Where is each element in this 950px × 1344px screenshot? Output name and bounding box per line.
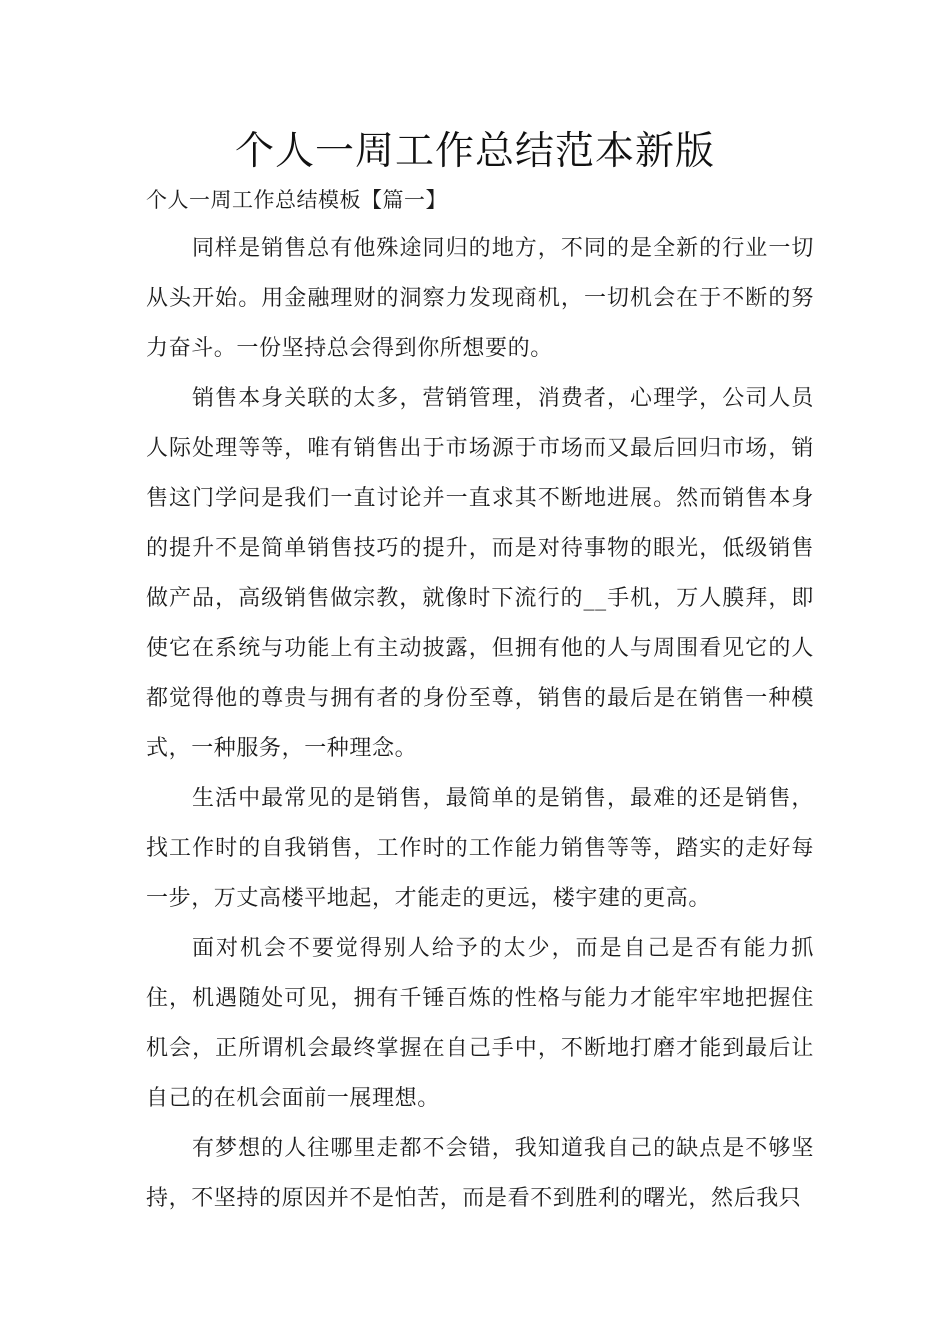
paragraph: 面对机会不要觉得别人给予的太少，而是自己是否有能力抓住，机遇随处可见，拥有千锤百炼的性格与能力才能牢牢地把握住机会，正所谓机会最终掌握在自己手中，不断地打磨才能到最后让自己的在机会面前一展理想。 xyxy=(146,936,814,1111)
paragraph: 同样是销售总有他殊途同归的地方，不同的是全新的行业一切从头开始。用金融理财的洞察力发现商机，一切机会在于不断的努力奋斗。一份坚持总会得到你所想要的。 xyxy=(146,236,814,361)
paragraph: 生活中最常见的是销售，最简单的是销售，最难的还是销售，找工作时的自我销售，工作时的工作能力销售等等，踏实的走好每一步，万丈高楼平地起，才能走的更远，楼宇建的更高。 xyxy=(146,786,814,911)
section-heading: 个人一周工作总结模板【篇一】 xyxy=(146,188,447,212)
document-title: 个人一周工作总结范本新版 xyxy=(234,129,715,174)
paragraph: 有梦想的人往哪里走都不会错，我知道我自己的缺点是不够坚持，不坚持的原因并不是怕苦，而是看不到胜利的曙光，然后我只 xyxy=(146,1136,814,1211)
paragraph: 销售本身关联的太多，营销管理，消费者，心理学，公司人员人际处理等等，唯有销售出于市场源于市场而又最后回归市场，销售这门学问是我们一直讨论并一直求其不断地进展。然而销售本身的提升不是简单销售技巧的提升，而是对待事物的眼光，低级销售做产品，高级销售做宗教，就像时下流行的__手机，万人膜拜，即使它在系统与功能上有主动披露，但拥有他的人与周围看见它的人都觉得他的尊贵与拥有者的身份至尊，销售的最后是在销售一种模式，一种服务，一种理念。 xyxy=(146,386,814,761)
document-body xyxy=(146,224,814,1224)
